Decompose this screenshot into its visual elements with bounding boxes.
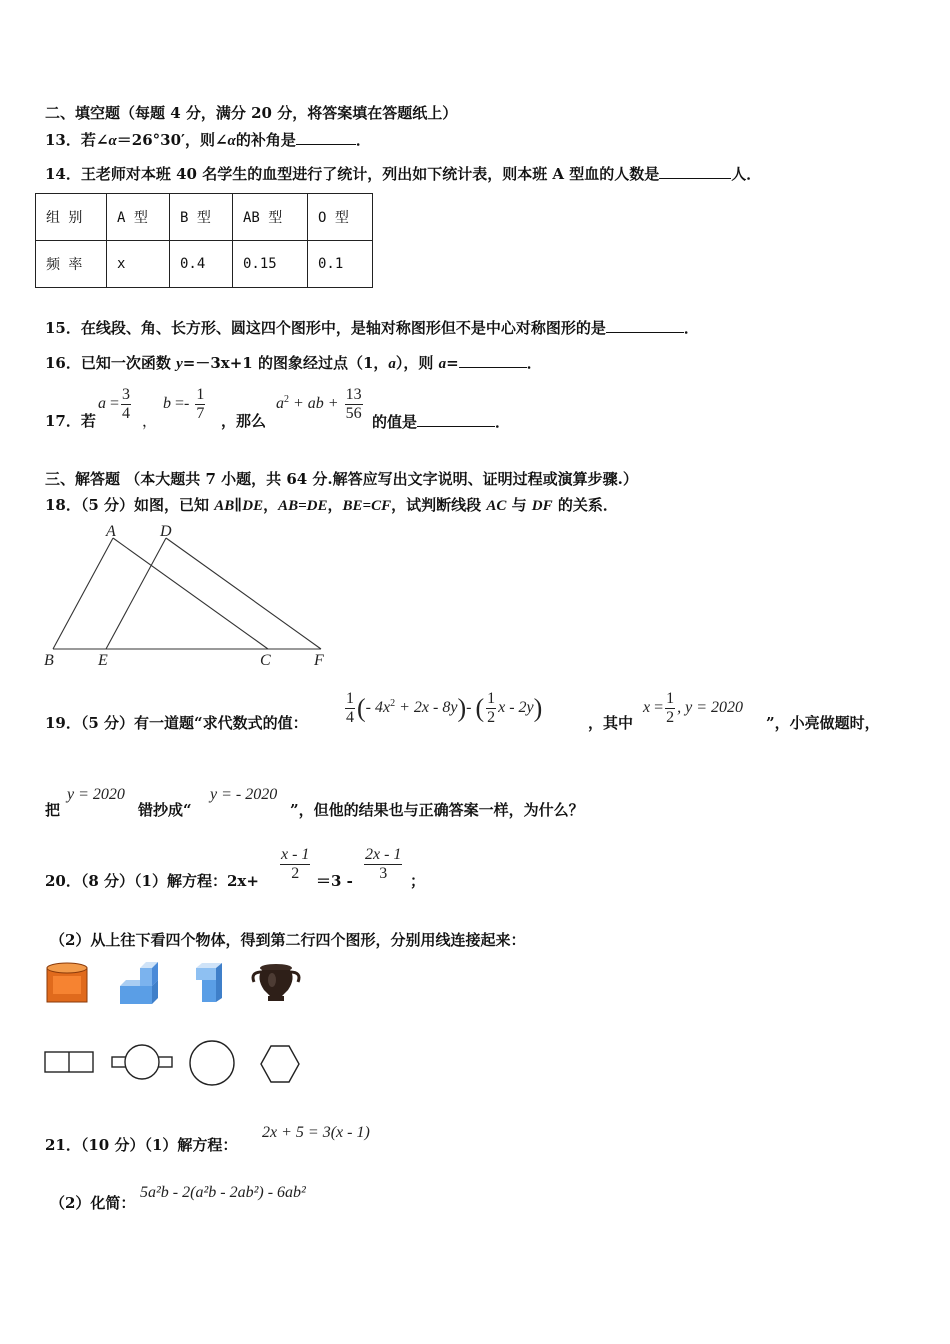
blood-type-table [35, 193, 373, 288]
table-cell: 0.1 [308, 241, 373, 288]
question-21-equation: 2x + 5 = 3(x - 1) [262, 1124, 370, 1141]
question-15: 15．在线段、角、长方形、圆这四个图形中，是轴对称图形但不是中心对称图形的是 ． [45, 319, 699, 337]
label-b: B [44, 652, 54, 669]
geometry-figure [40, 520, 340, 670]
question-20-part2: （2）从上往下看四个物体，得到第二行四个图形，分别用线连接起来： [50, 931, 526, 949]
fraction: $\frac{1}{4}$ [346, 690, 354, 726]
segment-df [166, 538, 321, 649]
question-19-line2-post: ”，但他的结果也与正确答案一样，为什么？ [290, 801, 584, 819]
question-17-post: 的值是 ． [372, 413, 511, 431]
question-17-label: 17．若 [45, 412, 96, 430]
question-19-values: x = $\frac{1}{2}$ , y = 2020 [643, 690, 744, 726]
question-20-mid: ＝3 - [316, 872, 353, 890]
label-c: C [260, 652, 271, 669]
fraction: $\frac{1}{7}$ [196, 386, 205, 422]
fraction: $\frac{3}{4}$ [122, 386, 131, 422]
question-19-expression: $\frac{1}{4}$ (- $4x^2 + 2x - 8y)-$ ( $\frac{1}{2}$ x - 2y) [346, 690, 543, 726]
label-d: D [160, 523, 172, 540]
l-prism-object-icon [196, 963, 222, 1002]
question-19-line2-mid: 错抄成“ [138, 801, 192, 819]
question-20-end: ； [410, 872, 426, 890]
cylinder-object-icon [47, 963, 87, 1002]
fraction: $\frac{2x - 1}{3}$ [365, 846, 402, 882]
table-cell: x [107, 241, 170, 288]
question-18: 18．（5 分）如图，已知 AB∥DE，AB=DE，BE=CF，试判断线段 AC 与 DF 的关系． [45, 496, 618, 514]
table-cell: 0.4 [170, 241, 233, 288]
table-cell: 0.15 [233, 241, 308, 288]
vase-object-icon [253, 964, 299, 1001]
question-19-where: ，其中 [588, 714, 634, 732]
question-17-a-expression: a = $\frac{3}{4}$ [98, 386, 131, 422]
segment-ab [53, 538, 113, 649]
fraction: $\frac{1}{2}$ [487, 690, 496, 726]
block-stack-object-icon [120, 962, 158, 1004]
question-20-fraction-b [362, 846, 404, 883]
question-17-then: ，那么 [221, 412, 267, 430]
section-3-header: 三、解答题 （本大题共 7 小题，共 64 分.解答应写出文字说明、证明过程或演算步骤.） [45, 470, 638, 488]
question-14: 14．王老师对本班 40 名学生的血型进行了统计，列出如下统计表，则本班 A 型血的人数是 人． [45, 165, 762, 183]
question-19-line2-pre: 把 [45, 801, 61, 819]
table-row [36, 241, 373, 288]
circle-view-icon [190, 1041, 234, 1085]
table-cell: B 型 [170, 194, 233, 241]
question-19-label: 19．（5 分）有一道题“求代数式的值： [45, 714, 308, 732]
table-cell: A 型 [107, 194, 170, 241]
fraction: $\frac{x - 1}{2}$ [281, 846, 310, 882]
label-a: A [106, 523, 116, 540]
question-13: 13．若∠α＝26°30′，则∠α的补角是 ． [45, 131, 371, 149]
views-row [40, 1036, 310, 1096]
table-cell: 频 率 [36, 241, 107, 288]
y-wrong-value: y = - 2020 [210, 786, 278, 803]
question-21-expression: 5a²b - 2(a²b - 2ab²) - 6ab² [140, 1184, 306, 1201]
question-20-label: 20．（8 分）（1）解方程：2x+ [45, 872, 259, 890]
question-21-label: 21．（10 分）（1）解方程： [45, 1136, 238, 1154]
question-21-part2: （2）化简： [50, 1194, 136, 1212]
question-17-b-expression: b =- $\frac{1}{7}$ [163, 386, 205, 422]
table-cell: AB 型 [233, 194, 308, 241]
question-20-fraction-a [278, 846, 312, 883]
question-19-post: ”，小亮做题时， [766, 714, 880, 732]
hexagon-view-icon [261, 1046, 299, 1082]
fraction: $\frac{13}{56}$ [345, 386, 362, 422]
label-e: E [98, 652, 108, 669]
table-cell: O 型 [308, 194, 373, 241]
objects-row [40, 960, 320, 1010]
circle-with-tabs-view-icon [112, 1045, 172, 1079]
label-f: F [314, 652, 324, 669]
table-cell: 组 别 [36, 194, 107, 241]
question-17-expression: $a^2$ + ab + $\frac{13}{56}$ [276, 386, 362, 422]
y-correct-value: y = 2020 [67, 786, 125, 803]
table-row [36, 194, 373, 241]
fraction: $\frac{1}{2}$ [666, 690, 675, 726]
two-rectangles-view-icon [45, 1052, 93, 1072]
section-2-header: 二、填空题（每题 4 分，满分 20 分，将答案填在答题纸上） [45, 104, 458, 122]
question-16: 16．已知一次函数 y=－3x+1 的图象经过点（1，a），则 a= ． [45, 354, 542, 372]
comma: ， [142, 412, 158, 430]
